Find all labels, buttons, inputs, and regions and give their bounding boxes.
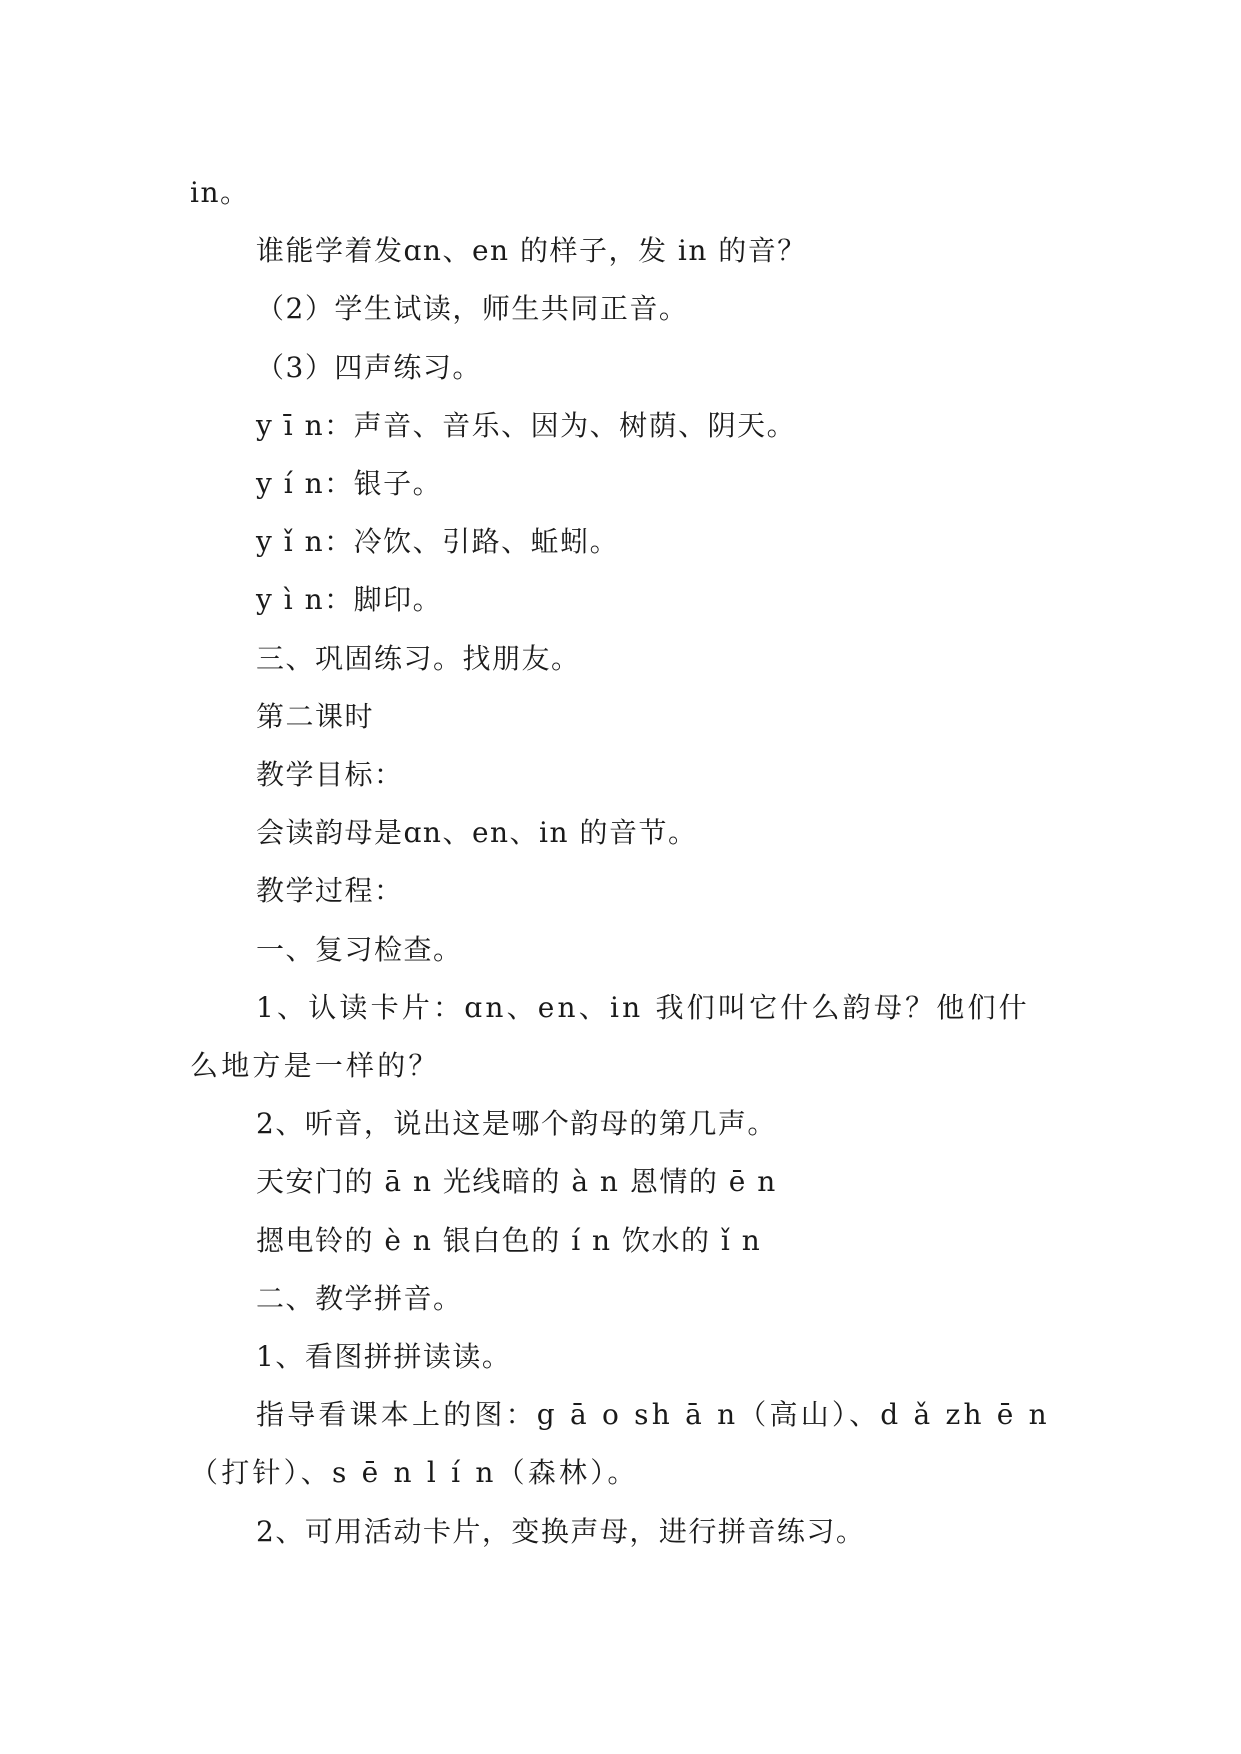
paragraph: 指导看课本上的图：g ā o sh ā n（高山）、d ǎ zh ē n（打针）、s ē n l í n（森林）。	[190, 1398, 1050, 1490]
document-body	[190, 164, 1050, 1561]
paragraph: 2、听音，说出这是哪个韵母的第几声。	[256, 1107, 777, 1141]
paragraph: 教学目标：	[256, 758, 404, 792]
paragraph: （2）学生试读，师生共同正音。	[256, 292, 689, 326]
paragraph: 摁电铃的 è n 银白色的 í n 饮水的 ǐ n	[256, 1223, 762, 1257]
paragraph: （3）四声练习。	[256, 350, 482, 384]
paragraph: 会读韵母是ɑn、en、in 的音节。	[256, 816, 698, 850]
paragraph: 一、复习检查。	[256, 932, 463, 966]
paragraph: y í n：银子。	[256, 467, 443, 501]
paragraph: 2、可用活动卡片，变换声母，进行拼音练习。	[256, 1514, 866, 1548]
paragraph: 二、教学拼音。	[256, 1281, 463, 1315]
paragraph: 谁能学着发ɑn、en 的样子，发 in 的音？	[256, 234, 807, 268]
paragraph: in。	[190, 176, 250, 209]
paragraph: 天安门的 ā n 光线暗的 à n 恩情的 ē n	[256, 1165, 777, 1199]
paragraph: y ī n：声音、音乐、因为、树荫、阴天。	[256, 408, 797, 442]
paragraph: y ǐ n：冷饮、引路、蚯蚓。	[256, 525, 620, 559]
paragraph: y ì n：脚印。	[256, 583, 443, 617]
paragraph: 教学过程：	[256, 874, 404, 908]
paragraph: 三、巩固练习。找朋友。	[256, 641, 581, 675]
paragraph: 1、认读卡片：ɑn、en、in 我们叫它什么韵母？他们什么地方是一样的？	[190, 990, 1030, 1083]
paragraph: 第二课时	[256, 699, 375, 733]
paragraph: 1、看图拼拼读读。	[256, 1340, 512, 1374]
